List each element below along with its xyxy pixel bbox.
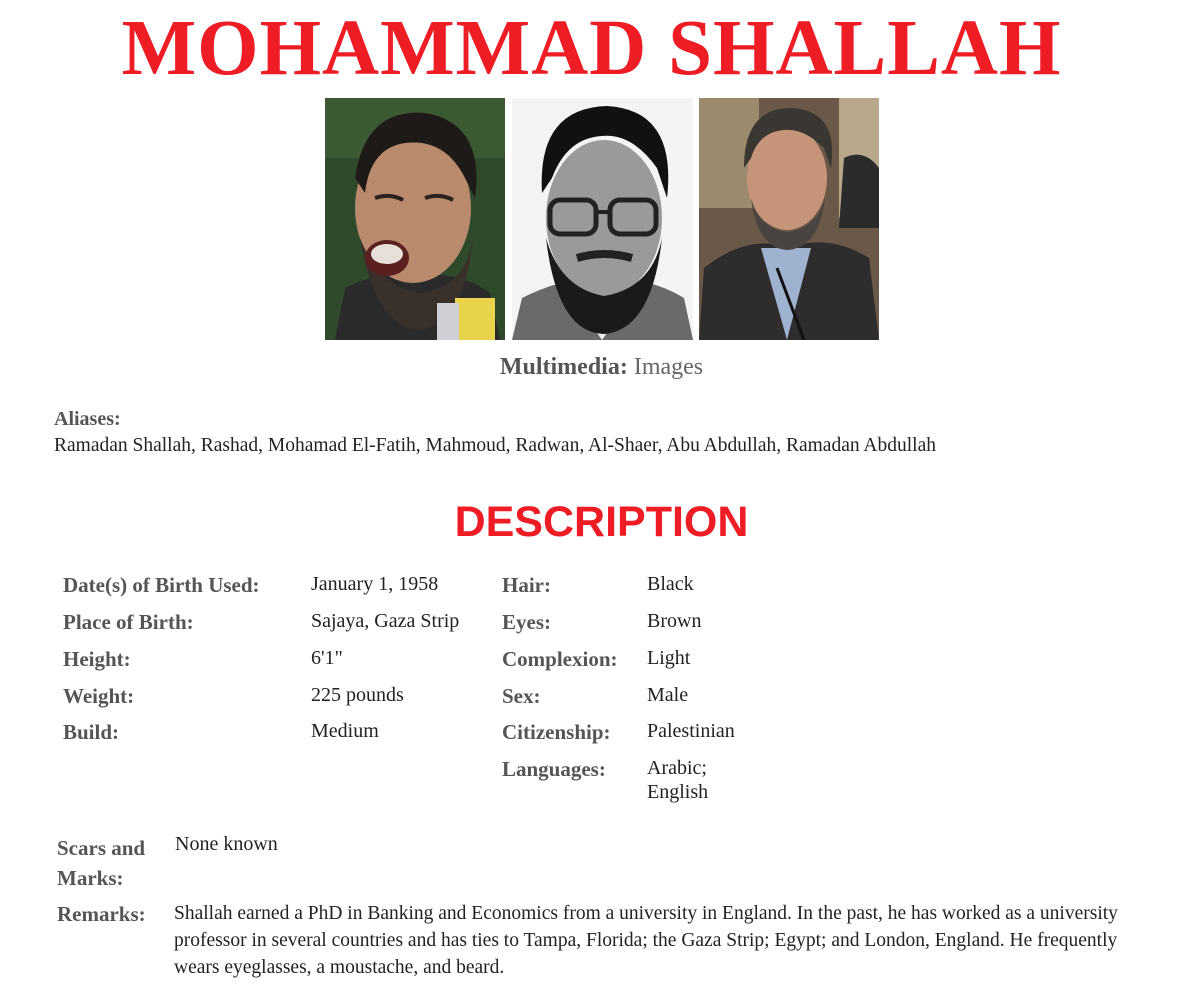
complexion-label: Complexion:: [502, 647, 618, 671]
birthplace-value: Sajaya, Gaza Strip: [311, 610, 460, 632]
languages-value-line2: English: [647, 781, 709, 803]
multimedia-label: Multimedia:: [499, 354, 628, 380]
remarks-text: Shallah earned a PhD in Banking and Economics from a university in England. In the past, he has worked as a university professor in several countries and has ties to Tampa, Florida; the Gaza Strip; Egypt; and London, England. He frequently wears eyeglasses, a moustache, and beard.: [174, 903, 1118, 978]
citizenship-value: Palestinian: [647, 720, 735, 742]
photo-1[interactable]: [325, 98, 505, 340]
scars-label-line1: Scars and: [57, 836, 146, 860]
scars-label: [57, 833, 167, 893]
scars-label-line2: Marks:: [57, 866, 124, 890]
photo-3[interactable]: [699, 98, 879, 340]
complexion-value: Light: [647, 647, 691, 669]
aliases-label: Aliases:: [54, 408, 121, 430]
portrait-photo-2: [512, 98, 693, 340]
build-value: Medium: [311, 720, 379, 742]
sex-label: Sex:: [502, 684, 541, 708]
page-title: MOHAMMAD SHALLAH: [121, 5, 1062, 92]
weight-value: 225 pounds: [311, 684, 404, 706]
portrait-photo-1: [325, 98, 505, 340]
dob-value: January 1, 1958: [311, 573, 439, 595]
remarks-label: Remarks:: [57, 902, 146, 926]
portrait-photo-3: [699, 98, 879, 340]
eyes-value: Brown: [647, 610, 702, 632]
description-heading: DESCRIPTION: [454, 498, 749, 546]
hair-value: Black: [647, 573, 694, 595]
birthplace-label: Place of Birth:: [63, 610, 194, 634]
eyes-label: Eyes:: [502, 610, 551, 634]
sex-value: Male: [647, 684, 689, 706]
height-label: Height:: [63, 647, 131, 671]
languages-value-line1: Arabic;: [647, 757, 707, 779]
weight-label: Weight:: [63, 684, 135, 708]
multimedia-line: [0, 354, 1183, 381]
height-value: 6'1": [311, 647, 343, 669]
languages-label: Languages:: [502, 757, 606, 781]
hair-label: Hair:: [502, 573, 551, 597]
build-label: Build:: [63, 720, 120, 744]
multimedia-images-link[interactable]: Images: [633, 354, 704, 380]
photo-2[interactable]: [512, 98, 693, 340]
dob-label: Date(s) of Birth Used:: [63, 573, 260, 597]
aliases-text: Ramadan Shallah, Rashad, Mohamad El-Fatih, Mahmoud, Radwan, Al-Shaer, Abu Abdullah, Ramadan Abdullah: [54, 435, 936, 456]
citizenship-label: Citizenship:: [502, 720, 611, 744]
scars-value: None known: [175, 833, 278, 855]
